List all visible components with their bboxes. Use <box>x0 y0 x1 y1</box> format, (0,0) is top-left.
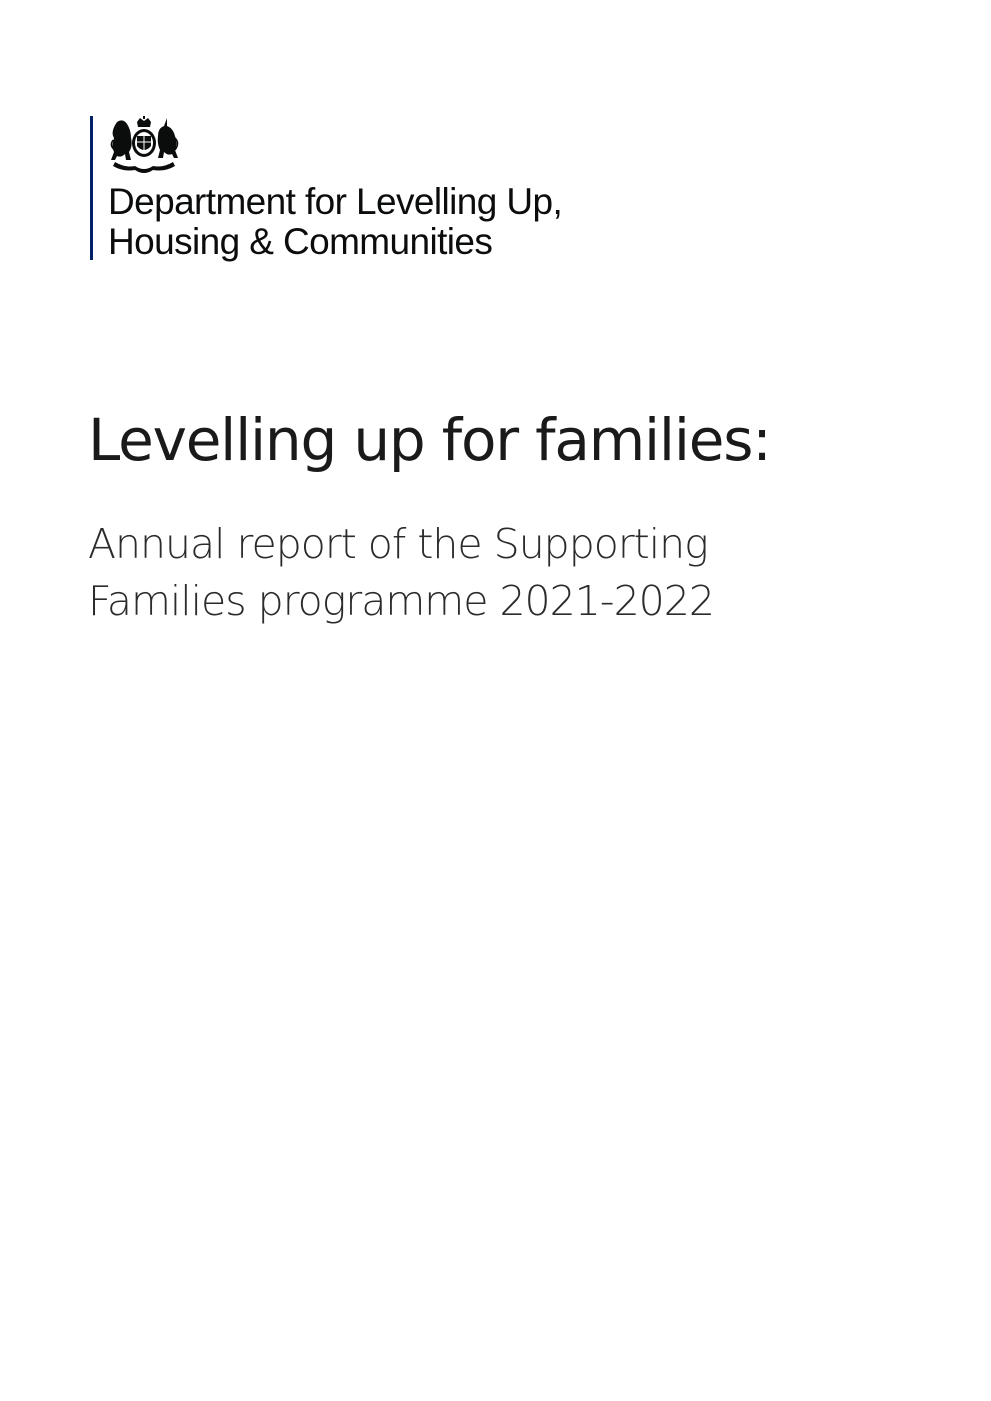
department-name-line-1: Department for Levelling Up, <box>108 181 563 222</box>
report-subtitle-line-2: Families programme 2021-2022 <box>88 577 714 625</box>
report-subtitle <box>88 516 714 630</box>
report-title: Levelling up for families: <box>88 406 771 474</box>
department-logo-block <box>90 116 563 262</box>
royal-coat-of-arms-icon <box>107 116 181 174</box>
report-subtitle-line-1: Annual report of the Supporting <box>88 520 708 568</box>
department-name <box>108 182 562 262</box>
department-name-line-2: Housing & Communities <box>108 221 493 262</box>
